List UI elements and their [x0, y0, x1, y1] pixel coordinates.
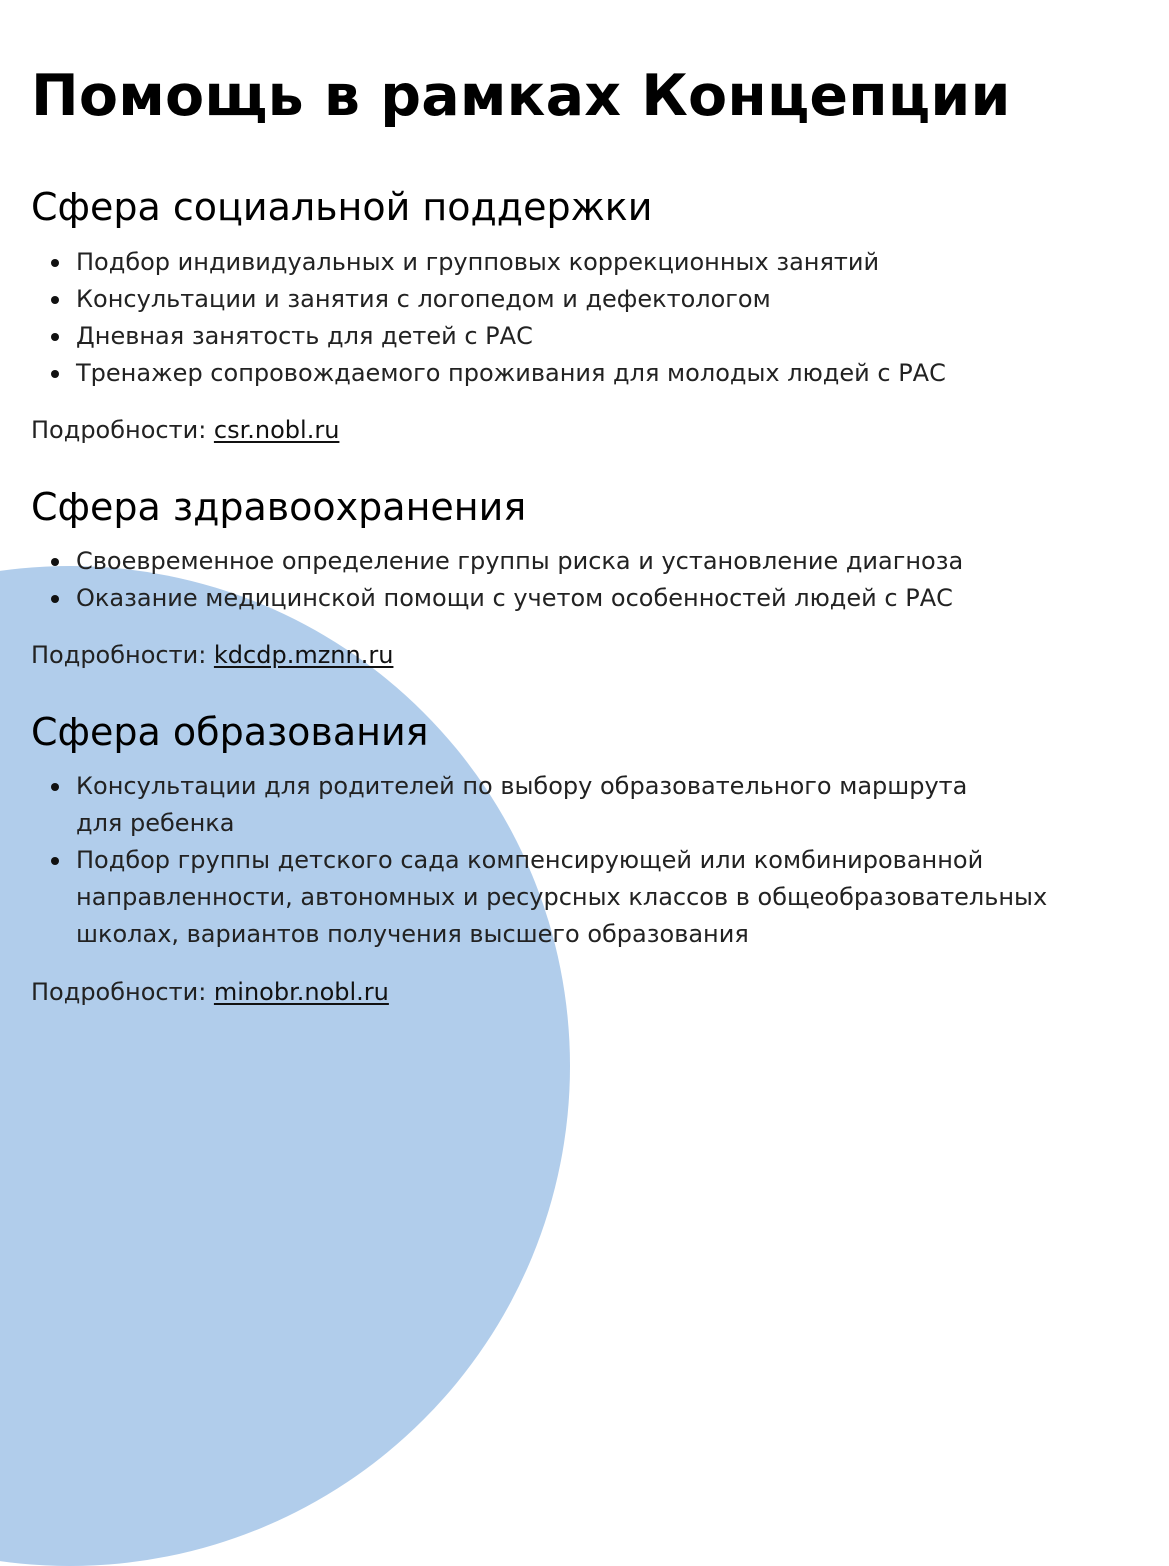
- details-social-support: [31, 412, 339, 448]
- list-item-text: Своевременное определение группы риска и установление диагноза: [76, 547, 964, 575]
- details-label: Подробности:: [31, 978, 214, 1006]
- link-kdcdp-mznn[interactable]: kdcdp.mznn.ru: [213, 641, 394, 669]
- list-item: [31, 768, 1047, 842]
- list-item-text-line: школах, вариантов получения высшего образования: [76, 920, 749, 948]
- details-healthcare: [31, 637, 393, 673]
- list-item: [31, 281, 946, 318]
- link-minobr-nobl[interactable]: minobr.nobl.ru: [213, 978, 389, 1006]
- list-item-text-line: Консультации для родителей по выбору образовательного маршрута: [76, 772, 968, 800]
- list-item: [31, 318, 946, 355]
- list-item-text: Тренажер сопровождаемого проживания для молодых людей с РАС: [76, 359, 946, 387]
- healthcare-list: [31, 543, 963, 617]
- list-item-text-line: Подбор группы детского сада компенсирующей или комбинированной: [76, 846, 984, 874]
- details-label: Подробности:: [31, 416, 214, 444]
- social-support-list: [31, 244, 946, 392]
- list-item-text-line: для ребенка: [76, 809, 235, 837]
- list-item: [31, 355, 946, 392]
- page-title: Помощь в рамках Концепции: [31, 63, 1011, 129]
- bullet-dot-icon: [51, 296, 59, 304]
- details-label: Подробности:: [31, 641, 214, 669]
- bullet-dot-icon: [51, 783, 59, 791]
- list-item-text: Подбор индивидуальных и групповых коррекционных занятий: [76, 248, 880, 276]
- education-list: [31, 768, 1047, 953]
- list-item-text: Дневная занятость для детей с РАС: [76, 322, 533, 350]
- details-education: [31, 974, 389, 1010]
- link-csr-nobl[interactable]: csr.nobl.ru: [213, 416, 340, 444]
- main-content: [31, 0, 1141, 1185]
- bullet-dot-icon: [51, 558, 59, 566]
- bullet-dot-icon: [51, 333, 59, 341]
- section-heading-healthcare: Сфера здравоохранения: [31, 485, 527, 529]
- list-item: [31, 842, 1047, 953]
- list-item-text-line: направленности, автономных и ресурсных классов в общеобразовательных: [76, 883, 1048, 911]
- section-heading-social-support: Сфера социальной поддержки: [31, 185, 653, 229]
- bullet-dot-icon: [51, 259, 59, 267]
- bullet-dot-icon: [51, 370, 59, 378]
- list-item-text: Консультации и занятия с логопедом и дефектологом: [76, 285, 771, 313]
- list-item-text: Оказание медицинской помощи с учетом особенностей людей с РАС: [76, 584, 953, 612]
- list-item: [31, 244, 946, 281]
- bullet-dot-icon: [51, 857, 59, 865]
- bullet-dot-icon: [51, 595, 59, 603]
- list-item: [31, 543, 963, 580]
- list-item: [31, 580, 963, 617]
- section-heading-education: Сфера образования: [31, 710, 429, 754]
